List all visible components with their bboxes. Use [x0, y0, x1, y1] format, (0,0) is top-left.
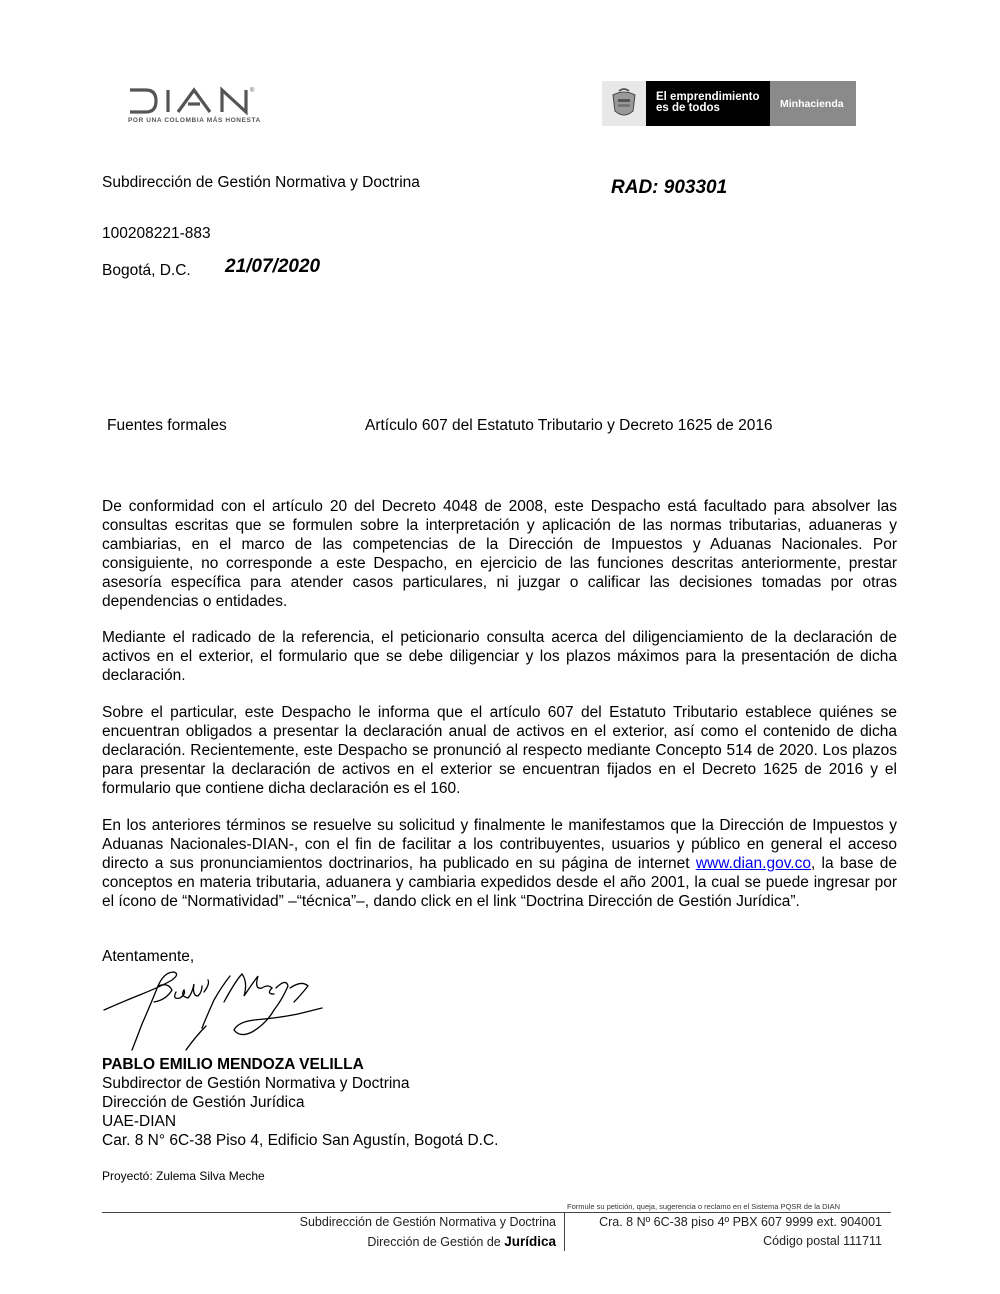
closing-salutation: Atentamente,	[102, 948, 195, 965]
footer-subdirectorate: Subdirección de Gestión Normativa y Doctrina	[299, 1215, 556, 1229]
paragraph-text: En los anteriores términos se resuelve su solicitud y finalmente le manifestamos que la Dirección de Impuestos y Aduanas Nacionales-DIAN-, con el fin de facilitar a los contribuyentes, usuarios y público en general el acceso directo a sus pronunciamientos doctrinarios, ha publicado en su página de internet	[102, 817, 897, 872]
footer-divider-line	[102, 1212, 891, 1213]
ministry-label: Minhacienda	[770, 81, 856, 126]
coat-of-arms-icon	[602, 81, 646, 126]
footer-postal-code: Código postal 111711	[763, 1234, 882, 1248]
footer-pqsr-note: Formule su petición, queja, sugerencia o reclamo en el Sistema PQSR de la DIAN	[567, 1202, 841, 1211]
handwritten-signature	[102, 966, 324, 1054]
paragraph-competence: De conformidad con el artículo 20 del Decreto 4048 de 2008, este Despacho está facultado para absolver las consultas escritas que se formulen sobre la interpretación y aplicación de las normas tributarias, aduaneras y cambiarias, en el marco de las competencias de la Dirección de Impuestos y Aduanas Nacionales. Por consiguiente, no corresponde a este Despacho, en ejercicio de las funciones descritas anteriormente, prestar asesoría específica para atender casos particulares, ni juzgar o calificar las decisiones tomadas por otras dependencias o entidades.	[102, 498, 897, 610]
paragraph-text: , la base de conceptos en materia tributaria, aduanera y cambiaria expedidos desde el año 2001, la cual se puede ingresar por el ícono de “Normatividad” –“técnica”–, dando click en el link “Doctrina Dirección de Gestión Jurídica”.	[102, 855, 897, 910]
signer-address: Car. 8 N° 6C-38 Piso 4, Edificio San Agustín, Bogotá D.C.	[102, 1132, 499, 1149]
formal-sources-label: Fuentes formales	[107, 417, 227, 434]
paragraph-query: Mediante el radicado de la referencia, el peticionario consulta acerca del diligenciamiento de la declaración de activos en el exterior, el formulario que se debe diligenciar y los plazos máximos para la presentación de dicha declaración.	[102, 629, 897, 684]
formal-sources-value: Artículo 607 del Estatuto Tributario y Decreto 1625 de 2016	[365, 417, 773, 434]
government-logo	[602, 81, 856, 126]
footer-department	[367, 1234, 556, 1249]
signer-name: PABLO EMILIO MENDOZA VELILLA	[102, 1056, 364, 1073]
reference-number: 100208221-883	[102, 225, 211, 242]
radicado-number: RAD: 903301	[611, 177, 728, 198]
paragraph-answer: Sobre el particular, este Despacho le informa que el artículo 607 del Estatuto Tributario establece quiénes se encuentran obligados a presentar la declaración anual de activos en el exterior, así como el contenido de dicha declaración. Recientemente, este Despacho se pronunció al respecto mediante Concepto 514 de 2020. Los plazos para presentar la declaración de activos en el exterior se encuentran fijados en el Decreto 1625 de 2016 y el formulario que contiene dicha declaración es el 160.	[102, 704, 897, 797]
city-label: Bogotá, D.C.	[102, 262, 191, 279]
signer-organization: UAE-DIAN	[102, 1113, 177, 1130]
footer-address: Cra. 8 Nº 6C-38 piso 4º PBX 607 9999 ext. 904001	[599, 1215, 882, 1229]
footer-department-prefix: Dirección de Gestión de	[367, 1235, 505, 1249]
footer-department-emphasis: Jurídica	[504, 1234, 556, 1249]
dian-tagline: POR UNA COLOMBIA MÁS HONESTA	[128, 117, 261, 124]
government-slogan	[646, 81, 770, 126]
gov-slogan-line2: es de todos	[656, 102, 720, 114]
signer-department: Dirección de Gestión Jurídica	[102, 1094, 305, 1111]
projected-by: Proyectó: Zulema Silva Meche	[102, 1169, 265, 1183]
letter-date: 21/07/2020	[225, 256, 321, 277]
signer-title: Subdirector de Gestión Normativa y Doctrina	[102, 1075, 410, 1092]
gov-slogan-line1: El emprendimiento	[656, 91, 760, 103]
footer-vertical-divider	[564, 1213, 565, 1251]
subdirectorate-heading: Subdirección de Gestión Normativa y Doctrina	[102, 174, 420, 191]
svg-text:®: ®	[250, 88, 255, 94]
dian-website-link[interactable]: www.dian.gov.co	[695, 855, 811, 872]
paragraph-closing-terms	[102, 816, 897, 911]
